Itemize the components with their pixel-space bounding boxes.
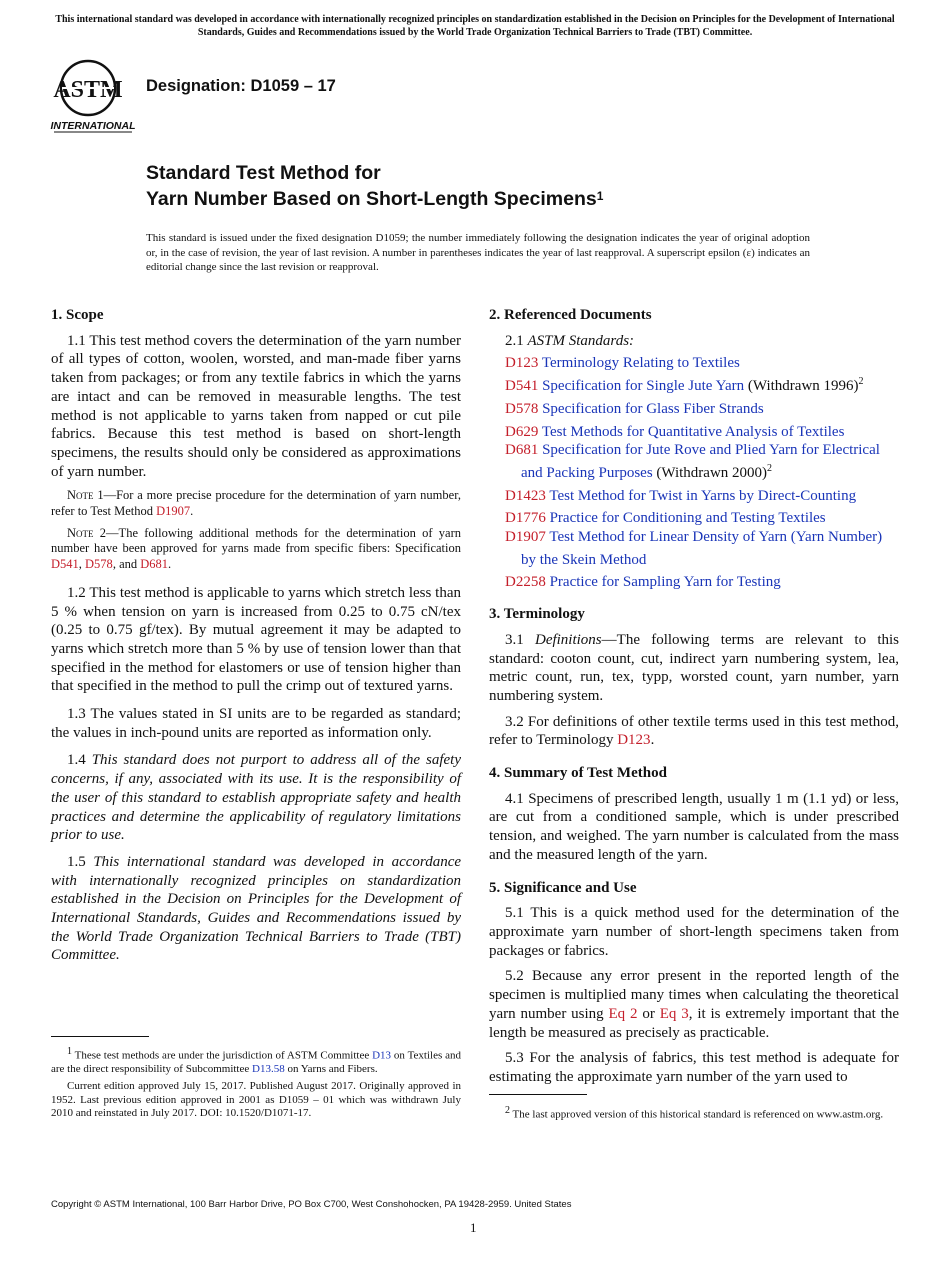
title-line-2: Yarn Number Based on Short-Length Specimens: [146, 188, 597, 210]
top-notice: This international standard was developed in accordance with internationally recognized principles on standardization established in the Decision on Principles for the Development of International Standards, Guides and Recommendations issued by the World Trade Organization Technical Barriers to Trade (TBT) Committee.: [55, 14, 895, 38]
reference-code[interactable]: D123: [505, 355, 539, 372]
link-d123[interactable]: D123: [617, 732, 651, 749]
para-1-2: 1.2 This test method is applicable to yarns which stretch less than 5 % when tension on yarn is increased from 0.25 to 0.75 cN/tex (0.25 to 0.75 gf/tex). By mutual agreement it may be adapted to yarns which stretch more than 5 % by use of tension lower than that specified in the method for elastomers or use of tension higher than that specified in the method to pull the crimp out of textured yarns.: [51, 584, 461, 695]
para-3-2: 3.2 For definitions of other textile terms used in this test method, refer to Terminology D123.: [489, 713, 899, 749]
reference-title[interactable]: Practice for Sampling Yarn for Testing: [549, 574, 781, 591]
reference-title[interactable]: Specification for Jute Rove and Plied Yarn for Electrical and Packing Purposes: [521, 442, 880, 481]
section-heading-scope: 1. Scope: [51, 307, 104, 323]
reference-code[interactable]: D681: [505, 442, 539, 459]
link-d541[interactable]: D541: [51, 556, 79, 571]
para-5-2: 5.2 Because any error present in the reported length of the specimen is multiplied many times when calculating the theoretical yarn number using Eq 2 or Eq 3, it is extremely important that the length be measured as precisely as practicable.: [489, 968, 899, 1041]
para-4-1: 4.1 Specimens of prescribed length, usually 1 m (1.1 yd) or less, are cut from a conditioned sample, which is under prescribed tension, and weighed. The yarn number is calculated from the mass and the measured length of the yarn.: [489, 790, 899, 863]
reference-code[interactable]: D578: [505, 400, 539, 417]
reference-item: [489, 528, 899, 569]
reference-item: [489, 419, 899, 442]
reference-title[interactable]: Specification for Glass Fiber Strands: [542, 400, 764, 417]
link-d681[interactable]: D681: [140, 556, 169, 571]
para-1-3: 1.3 The values stated in SI units are to be regarded as standard; the values in inch-pound units are reported as information only.: [51, 706, 461, 741]
reference-footnote-mark: 2: [767, 462, 773, 474]
reference-item: [489, 396, 899, 419]
reference-title[interactable]: Practice for Conditioning and Testing Textiles: [549, 510, 826, 527]
para-1-5: 1.5 This international standard was developed in accordance with internationally recognized principles on standardization established in the Decision on Principles for the Development of International Standards, Guides and Recommendations issued by the World Trade Organization Technical Barriers to Trade (TBT) Committee.: [51, 853, 462, 964]
reference-extra: (Withdrawn 2000): [652, 464, 768, 481]
footnote-2: $^2$ The last approved version of this historical standard is referenced on www.astm.org.: [505, 1105, 884, 1121]
reference-code[interactable]: D2258: [505, 574, 546, 591]
reference-code[interactable]: D1907: [505, 529, 546, 546]
para-1-4: 1.4 This standard does not purport to address all of the safety concerns, if any, associated with its use. It is the responsibility of the user of this standard to establish appropriate safety and health practices and determine the applicability of regulatory limitations prior to use.: [51, 752, 462, 844]
section-heading-terminology: 3. Terminology: [489, 606, 585, 623]
reference-item: [489, 569, 899, 592]
reference-title[interactable]: Terminology Relating to Textiles: [541, 355, 740, 372]
logo-text: INTERNATIONAL: [50, 120, 136, 132]
title-line-1: Standard Test Method for: [146, 162, 381, 184]
issued-note: This standard is issued under the fixed designation D1059; the number immediately following the designation indicates the year of original adoption or, in the case of revision, the year of last revision. A number in parentheses indicates the year of last reapproval. A superscript epsilon (ε) indicates an editorial change since the last revision or reapproval.: [146, 232, 810, 273]
note-2: Note 2—The following additional methods for the determination of yarn number have been approved for yarns made from specific fibers: Specification D541, D578, and D681.: [51, 525, 461, 571]
reference-list: [489, 350, 899, 592]
reference-code[interactable]: D629: [505, 423, 539, 440]
section-heading-significance: 5. Significance and Use: [489, 879, 637, 896]
reference-item: [489, 350, 899, 373]
footnote-rule-left: [51, 1036, 149, 1037]
footnote-1-edition: Current edition approved July 15, 2017. Published August 2017. Originally approved in 1952. Last previous edition approved in 2001 as D1059 – 01 which was withdrawn July 2010 and reinstated in July 2017. DOI: 10.1520/D1071-17.: [51, 1080, 461, 1120]
footnote-rule-right: [489, 1094, 587, 1095]
title-footnote-mark: 1: [596, 189, 604, 203]
reference-title[interactable]: Test Method for Linear Density of Yarn (Yarn Number) by the Skein Method: [521, 529, 883, 568]
reference-footnote-mark: 2: [858, 376, 864, 388]
reference-code[interactable]: D541: [505, 378, 539, 395]
reference-title[interactable]: Specification for Single Jute Yarn: [542, 378, 745, 395]
link-d13[interactable]: D13: [372, 1049, 392, 1062]
link-eq-2[interactable]: Eq 2: [608, 1005, 638, 1022]
logo-letters: ASTM: [53, 77, 123, 103]
designation: Designation: D1059 – 17: [146, 77, 336, 95]
page-number: 1: [470, 1220, 477, 1235]
para-3-1: 3.1 Definitions—The following terms are relevant to this standard: cooton count, cut, indirect yarn numbering system, lea, metric count, run, tex, typp, worsted count, yarn number, yarn numbering system.: [489, 631, 899, 704]
page-title: [146, 160, 603, 212]
reference-title[interactable]: Test Method for Twist in Yarns by Direct-Counting: [549, 487, 857, 504]
reference-title[interactable]: Test Methods for Quantitative Analysis of Textiles: [541, 423, 845, 440]
copyright-line: Copyright © ASTM International, 100 Barr Harbor Drive, PO Box C700, West Conshohocken, PA 19428-2959. United States: [51, 1199, 572, 1210]
para-5-3: 5.3 For the analysis of fabrics, this test method is adequate for estimating the approximate yarn number of the yarn used to: [489, 1050, 899, 1085]
link-d13-58[interactable]: D13.58: [252, 1063, 285, 1076]
reference-item: [489, 373, 899, 396]
reference-extra: (Withdrawn 1996): [744, 378, 859, 395]
subsection-2-1: 2.1 ASTM Standards:: [505, 332, 635, 349]
section-heading-referenced: 2. Referenced Documents: [489, 307, 652, 323]
link-d578[interactable]: D578: [85, 556, 113, 571]
reference-item: [489, 483, 899, 506]
reference-code[interactable]: D1776: [505, 510, 546, 527]
section-heading-summary: 4. Summary of Test Method: [489, 765, 667, 782]
right-column: [489, 306, 899, 1087]
para-1-1: 1.1 This test method covers the determination of the yarn number of all types of cotton, woolen, worsted, and man-made fiber yarns taken from packages; or from any textile fabrics in which the yarns are intact and can be removed in measurable lengths. The test method is not applicable to yarns taken from napped or cut pile fabrics. Because this test method is based on short-length specimens, the results should only be considered as approximations of yarn number.: [51, 332, 461, 480]
reference-item: [489, 441, 899, 482]
link-d1907[interactable]: D1907: [156, 503, 191, 518]
reference-item: [489, 505, 899, 528]
link-eq-3[interactable]: Eq 3: [659, 1005, 689, 1022]
reference-code[interactable]: D1423: [505, 487, 546, 504]
para-5-1: 5.1 This is a quick method used for the determination of the approximate yarn number of short-length specimens taken from packages or fabrics.: [489, 905, 899, 959]
footnote-1: $^1$ These test methods are under the jurisdiction of ASTM Committee D13 on Textiles and are the direct responsibility of Subcommittee D13.58 on Yarns and Fibers. Current edition approved July 15, 2017. Published August 2017. Originally approved in 1952. Last previous edition approved in 2001 as D1059 – 01 which was withdrawn July 2010 and reinstated in July 2017. DOI: 10.1520/D1071-17.: [51, 1046, 461, 1120]
note-1: Note 1—For a more precise procedure for the determination of yarn number, refer to Test Method D1907.: [51, 488, 461, 518]
left-column: [51, 306, 461, 965]
astm-logo: [50, 58, 136, 134]
